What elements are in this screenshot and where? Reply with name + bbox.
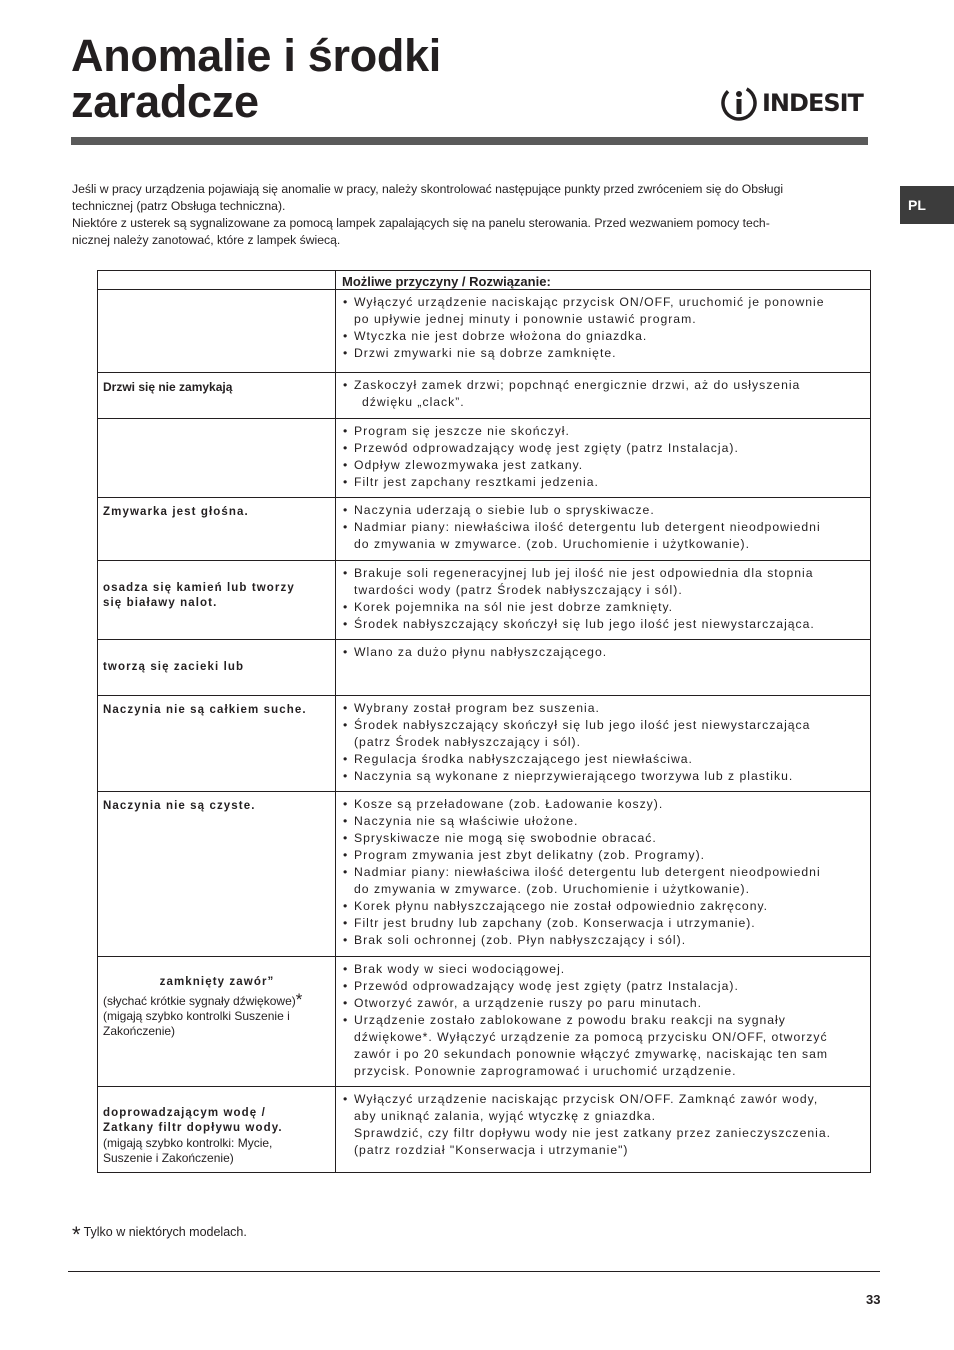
cause-item: przycisk. Ponownie zaprogramować i uruchomić urządzenie. — [354, 1064, 737, 1078]
troubleshooting-table — [97, 270, 871, 1173]
cause-item: po upływie jednej minuty i ponownie ustawić program. — [354, 312, 697, 326]
cause-item: aby uniknąć zalania, wyjąć wtyczkę z gniazdka. — [354, 1109, 657, 1123]
problem-cell: tworzą się zacieki lub — [98, 640, 336, 696]
table-row — [98, 792, 871, 957]
footnote-text: Tylko w niektórych modelach. — [83, 1225, 247, 1239]
causes-cell — [336, 1087, 871, 1173]
table-row — [98, 419, 871, 498]
cause-item: • Korek pojemnika na sól nie jest dobrze zamknięty. — [342, 599, 864, 616]
causes-cell — [336, 561, 871, 640]
cause-item: Sprawdzić, czy filtr dopływu wody nie jest zatkany przez zanieczyszczenia. — [354, 1126, 832, 1140]
cause-item: do zmywania w zmywarce. (zob. Uruchomienie i użytkowanie). — [354, 882, 750, 896]
page-title — [71, 30, 441, 127]
cause-item: • Spryskiwacze nie mogą się swobodnie obracać. — [342, 830, 864, 847]
problem-cell: Zmywarka jest głośna. — [98, 498, 336, 561]
table-row — [98, 696, 871, 792]
cause-item: • Nadmiar piany: niewłaściwa ilość detergentu lub detergent nieodpowiedni — [342, 864, 864, 881]
footnote-asterisk: * — [295, 990, 303, 1009]
cause-item: dźwięku „clack”. — [362, 395, 465, 409]
cause-item: • Brakuje soli regeneracyjnej lub jej ilość nie jest odpowiednia dla stopnia — [342, 565, 864, 582]
cause-item: • Kosze są przeładowane (zob. Ładowanie koszy). — [342, 796, 864, 813]
cause-item: • Urządzenie zostało zablokowane z powodu braku reakcji na sygnały — [342, 1012, 864, 1029]
problem-cell: doprowadzającym wodę / Zatkany filtr dopływu wody. (migają szybko kontrolki: Mycie, Suszenie i Zakończenie) — [98, 1087, 336, 1173]
cause-item: • Środek nabłyszczający skończył się lub jego ilość jest niewystarczająca. — [342, 616, 864, 633]
cause-item: • Filtr jest brudny lub zapchany (zob. Konserwacja i utrzymanie). — [342, 915, 864, 932]
page-title-line-2: zaradcze — [71, 76, 259, 127]
cause-item: • Filtr jest zapchany resztkami jedzenia. — [342, 474, 864, 491]
cause-item: • Brak wody w sieci wodociągowej. — [342, 961, 864, 978]
causes-cell — [336, 373, 871, 419]
cause-item: • Korek płynu nabłyszczającego nie został odpowiednio zakręcony. — [342, 898, 864, 915]
cause-item: • Naczynia nie są właściwie ułożone. — [342, 813, 864, 830]
intro-paragraph-1: Jeśli w pracy urządzenia pojawiają się anomalie w pracy, należy skontrolować następujące punkty przed zwróceniem się do Obsługi technicznej (patrz Obsługa techniczna). — [72, 182, 784, 213]
table-row — [98, 290, 871, 373]
cause-item: • Wyłączyć urządzenie naciskając przycisk ON/OFF, uruchomić je ponownie — [342, 294, 864, 311]
table-row — [98, 498, 871, 561]
header-problem-cell — [98, 271, 336, 290]
cause-item: • Wtyczka nie jest dobrze włożona do gniazdka. — [342, 328, 864, 345]
causes-cell — [336, 957, 871, 1087]
problem-cell — [98, 290, 336, 373]
cause-item: • Regulacja środka nabłyszczającego jest niewłaściwa. — [342, 751, 864, 768]
problem-cell: zamknięty zawór” (słychać krótkie sygnały dźwiękowe)* (migają szybko kontrolki Suszenie i Zakończenie) — [98, 957, 336, 1087]
problem-cell — [98, 419, 336, 498]
header-causes-cell: Możliwe przyczyny / Rozwiązanie: — [336, 271, 871, 290]
footnote-asterisk: * — [72, 1222, 81, 1247]
indesit-logo-icon — [720, 84, 758, 122]
page-number: 33 — [866, 1292, 881, 1307]
cause-item: • Wlano za dużo płynu nabłyszczającego. — [342, 644, 864, 661]
cause-item: • Naczynia uderzają o siebie lub o spryskiwacze. — [342, 502, 864, 519]
problem-cell: Naczynia nie są całkiem suche. — [98, 696, 336, 792]
causes-cell — [336, 290, 871, 373]
cause-item: • Środek nabłyszczający skończył się lub jego ilość jest niewystarczająca — [342, 717, 864, 734]
problem-cell: Naczynia nie są czyste. — [98, 792, 336, 957]
cause-item: twardości wody (patrz Środek nabłyszczający i sól). — [354, 583, 683, 597]
table-row — [98, 1087, 871, 1173]
language-tab: PL — [900, 186, 954, 224]
table-row — [98, 561, 871, 640]
causes-cell — [336, 792, 871, 957]
page-title-line-1: Anomalie i środki — [71, 30, 441, 81]
cause-item: • Program się jeszcze nie skończył. — [342, 423, 864, 440]
cause-item: • Program zmywania jest zbyt delikatny (zob. Programy). — [342, 847, 864, 864]
cause-item: • Przewód odprowadzający wodę jest zgięty (patrz Instalacja). — [342, 978, 864, 995]
cause-item: • Naczynia są wykonane z nieprzywierającego tworzywa lub z plastiku. — [342, 768, 864, 785]
cause-item: (patrz Środek nabłyszczający i sól). — [354, 735, 582, 749]
cause-item: • Odpływ zlewozmywaka jest zatkany. — [342, 457, 864, 474]
intro-text — [72, 181, 872, 249]
cause-item: • Przewód odprowadzający wodę jest zgięty (patrz Instalacja). — [342, 440, 864, 457]
footnote — [72, 1222, 247, 1248]
intro-paragraph-2: Niektóre z usterek są sygnalizowane za pomocą lampek zapalających się na panelu sterowania. Przed wezwaniem pomocy tech- nicznej należy zanotować, które z lampek świecą. — [72, 216, 770, 247]
table-row — [98, 640, 871, 696]
cause-item: • Wyłączyć urządzenie naciskając przycisk ON/OFF. Zamknąć zawór wody, — [342, 1091, 864, 1108]
table-header-row — [98, 271, 871, 290]
cause-item: (patrz rozdział "Konserwacja i utrzymanie") — [354, 1143, 629, 1157]
indesit-logo — [720, 83, 870, 123]
cause-item: • Brak soli ochronnej (zob. Płyn nabłyszczający i sól). — [342, 932, 864, 949]
causes-cell — [336, 419, 871, 498]
table-row — [98, 957, 871, 1087]
causes-cell — [336, 696, 871, 792]
cause-item: do zmywania w zmywarce. (zob. Uruchomienie i użytkowanie). — [354, 537, 750, 551]
cause-item: dźwiękowe*. Wyłączyć urządzenie za pomocą przycisku ON/OFF, otworzyć — [354, 1030, 828, 1044]
problem-cell: osadza się kamień lub tworzy się białawy nalot. — [98, 561, 336, 640]
problem-cell: Drzwi się nie zamykają — [98, 373, 336, 419]
brand-name: INDESIT — [762, 89, 863, 117]
causes-cell — [336, 498, 871, 561]
cause-item: • Wybrany został program bez suszenia. — [342, 700, 864, 717]
cause-item: • Otworzyć zawór, a urządzenie ruszy po paru minutach. — [342, 995, 864, 1012]
cause-item: • Nadmiar piany: niewłaściwa ilość detergentu lub detergent nieodpowiedni — [342, 519, 864, 536]
causes-cell — [336, 640, 871, 696]
table-row — [98, 373, 871, 419]
cause-item: • Zaskoczył zamek drzwi; popchnąć energicznie drzwi, aż do usłyszenia — [342, 377, 864, 394]
bottom-divider — [68, 1271, 880, 1272]
title-divider — [71, 137, 868, 145]
cause-item: zawór i po 20 sekundach ponownie włączyć zmywarkę, naciskając ten sam — [354, 1047, 829, 1061]
cause-item: • Drzwi zmywarki nie są dobrze zamknięte. — [342, 345, 864, 362]
